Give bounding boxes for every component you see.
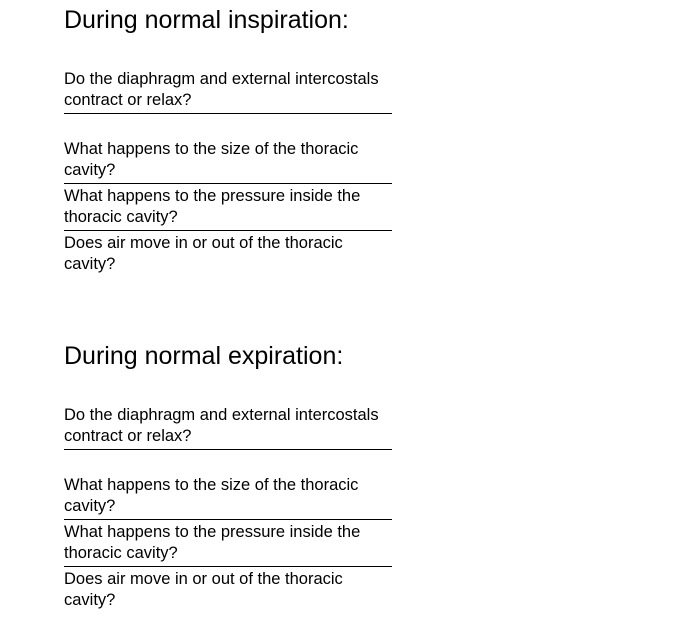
expiration-question-pressure: What happens to the pressure inside the thoracic cavity?	[64, 522, 392, 567]
inspiration-question-airflow: Does air move in or out of the thoracic cavity?	[64, 234, 343, 273]
expiration-question-muscles: Do the diaphragm and external intercostals contract or relax?	[64, 405, 392, 450]
inspiration-heading: During normal inspiration:	[64, 6, 349, 34]
inspiration-question-pressure: What happens to the pressure inside the thoracic cavity?	[64, 186, 392, 231]
expiration-question-size: What happens to the size of the thoracic cavity?	[64, 475, 392, 520]
inspiration-question-size: What happens to the size of the thoracic cavity?	[64, 139, 392, 184]
expiration-heading: During normal expiration:	[64, 342, 344, 370]
expiration-question-airflow: Does air move in or out of the thoracic cavity?	[64, 570, 343, 609]
expiration-section	[64, 340, 392, 613]
inspiration-question-muscles: Do the diaphragm and external intercostals contract or relax?	[64, 69, 392, 114]
inspiration-section	[64, 4, 392, 277]
